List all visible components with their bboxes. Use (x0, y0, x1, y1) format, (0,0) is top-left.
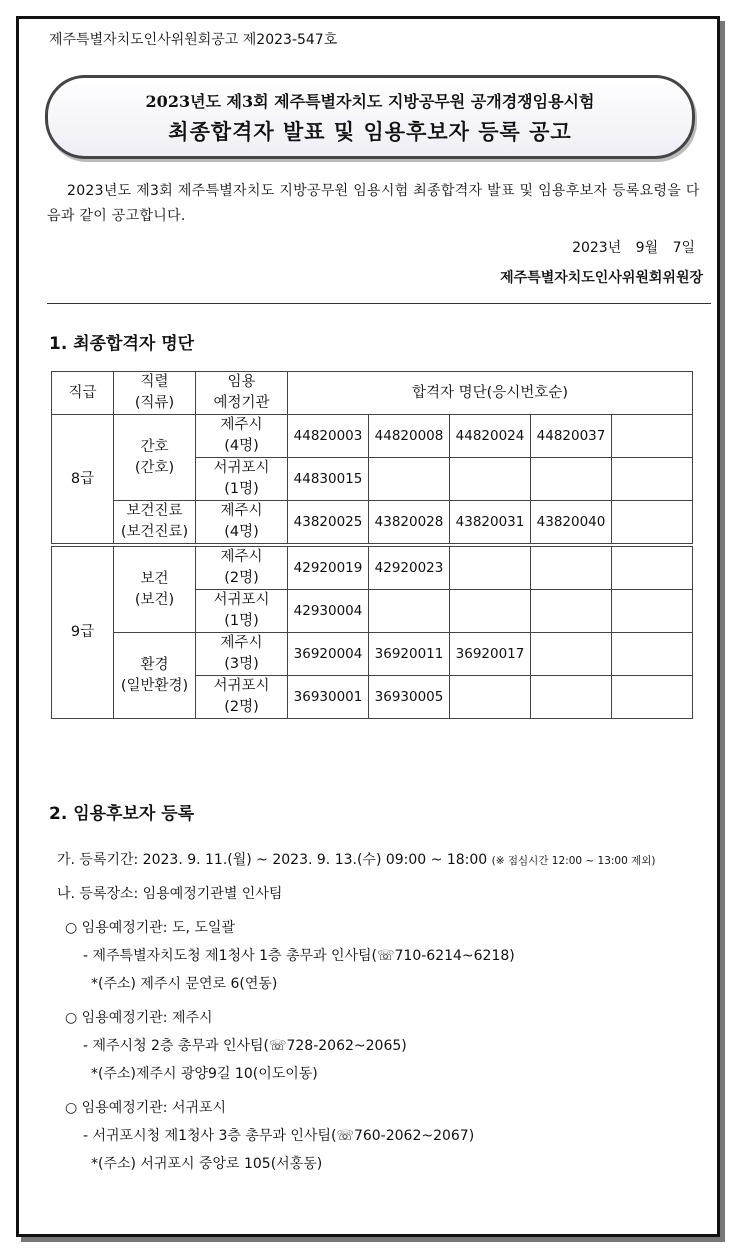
candidate-number (369, 590, 450, 633)
candidate-number: 44820037 (531, 415, 612, 458)
candidate-number (531, 458, 612, 501)
table-header-row (52, 372, 693, 415)
table-row (52, 633, 693, 676)
intro-paragraph: 2023년도 제3회 제주특별자치도 지방공무원 임용시험 최종합격자 발표 및 임용후보자 등록요령을 다음과 같이 공고합니다. (47, 183, 700, 224)
header-list: 합격자 명단(응시번호순) (288, 372, 693, 415)
announcement-date: 2023년 9월 7일 (572, 240, 695, 256)
candidate-number: 43820040 (531, 501, 612, 546)
agency-location: - 제주시청 2층 총무과 인사팀(☏728-2062~2065) (83, 1038, 407, 1054)
candidate-number: 43820031 (450, 501, 531, 546)
candidate-number: 43820025 (288, 501, 369, 546)
candidate-number (612, 590, 693, 633)
candidate-number (450, 545, 531, 590)
table-row (52, 545, 693, 590)
section2-title: 2. 임용후보자 등록 (49, 804, 195, 824)
candidate-number: 36920017 (450, 633, 531, 676)
agency-cell: 서귀포시 (2명) (196, 676, 288, 719)
series-cell: 환경 (일반환경) (114, 633, 196, 719)
candidate-number: 44820003 (288, 415, 369, 458)
table-row (52, 415, 693, 458)
candidate-number (612, 633, 693, 676)
agency-cell: 제주시 (4명) (196, 501, 288, 546)
agency-cell: 제주시 (4명) (196, 415, 288, 458)
candidate-number: 42930004 (288, 590, 369, 633)
candidate-number (612, 415, 693, 458)
candidate-number: 36920011 (369, 633, 450, 676)
candidate-number (612, 545, 693, 590)
title-line2: 최종합격자 발표 및 임용후보자 등록 공고 (168, 120, 572, 144)
registration-period (57, 849, 733, 869)
candidate-number: 36920004 (288, 633, 369, 676)
candidate-number (531, 633, 612, 676)
agency-cell: 제주시 (3명) (196, 633, 288, 676)
candidate-number (612, 676, 693, 719)
header-series: 직렬 (직류) (114, 372, 196, 415)
table-row (52, 501, 693, 546)
candidate-number: 36930001 (288, 676, 369, 719)
agency-address: *(주소) 서귀포시 중앙로 105(서홍동) (91, 1156, 323, 1172)
agency-location: - 서귀포시청 제1청사 3층 총무과 인사팀(☏760-2062~2067) (83, 1128, 475, 1144)
title-line1: 2023년도 제3회 제주특별자치도 지방공무원 공개경쟁임용시험 (145, 92, 595, 111)
announcement-number: 제주특별자치도인사위원회공고 제2023-547호 (49, 32, 338, 48)
registration-place: 나. 등록장소: 임용예정기관별 인사팀 (57, 886, 283, 902)
candidate-number: 42920019 (288, 545, 369, 590)
candidate-number (450, 676, 531, 719)
divider (47, 303, 711, 304)
agency-cell: 제주시 (2명) (196, 545, 288, 590)
candidate-number (531, 590, 612, 633)
header-grade: 직급 (52, 372, 114, 415)
series-cell: 간호 (간호) (114, 415, 196, 501)
result-table (51, 371, 693, 719)
candidate-number (612, 501, 693, 546)
agency-cell: 서귀포시 (1명) (196, 458, 288, 501)
period-note: (※ 점심시간 12:00 ~ 13:00 제외) (491, 855, 656, 867)
agency-address: *(주소) 제주시 문연로 6(연동) (91, 976, 278, 992)
period-text: 가. 등록기간: 2023. 9. 11.(월) ~ 2023. 9. 13.(수) 09:00 ~ 18:00 (57, 852, 488, 868)
candidate-number: 42920023 (369, 545, 450, 590)
candidate-number (450, 590, 531, 633)
candidate-number: 43820028 (369, 501, 450, 546)
candidate-number (531, 676, 612, 719)
candidate-number: 36930005 (369, 676, 450, 719)
agency-heading: ○ 임용예정기관: 서귀포시 (65, 1100, 227, 1116)
header-agency: 임용 예정기관 (196, 372, 288, 415)
document-frame (16, 16, 720, 1237)
candidate-number (531, 545, 612, 590)
agency-list (53, 917, 733, 1173)
title-box (45, 75, 695, 159)
grade-cell: 8급 (52, 415, 114, 546)
candidate-number: 44820024 (450, 415, 531, 458)
agency-location: - 제주특별자치도청 제1청사 1층 총무과 인사팀(☏710-6214~6218) (83, 948, 515, 964)
agency-cell: 서귀포시 (1명) (196, 590, 288, 633)
candidate-number (612, 458, 693, 501)
grade-cell: 9급 (52, 545, 114, 719)
registration-info (53, 849, 733, 1173)
section1-title: 1. 최종합격자 명단 (49, 334, 195, 354)
agency-heading: ○ 임용예정기관: 제주시 (65, 1010, 213, 1026)
agency-address: *(주소)제주시 광양9길 10(이도이동) (91, 1066, 318, 1082)
candidate-number (369, 458, 450, 501)
issuer: 제주특별자치도인사위원회위원장 (500, 270, 703, 286)
series-cell: 보건 (보건) (114, 545, 196, 633)
series-cell: 보건진료 (보건진료) (114, 501, 196, 546)
agency-heading: ○ 임용예정기관: 도, 도일괄 (65, 920, 235, 936)
candidate-number: 44820008 (369, 415, 450, 458)
candidate-number (450, 458, 531, 501)
candidate-number: 44830015 (288, 458, 369, 501)
